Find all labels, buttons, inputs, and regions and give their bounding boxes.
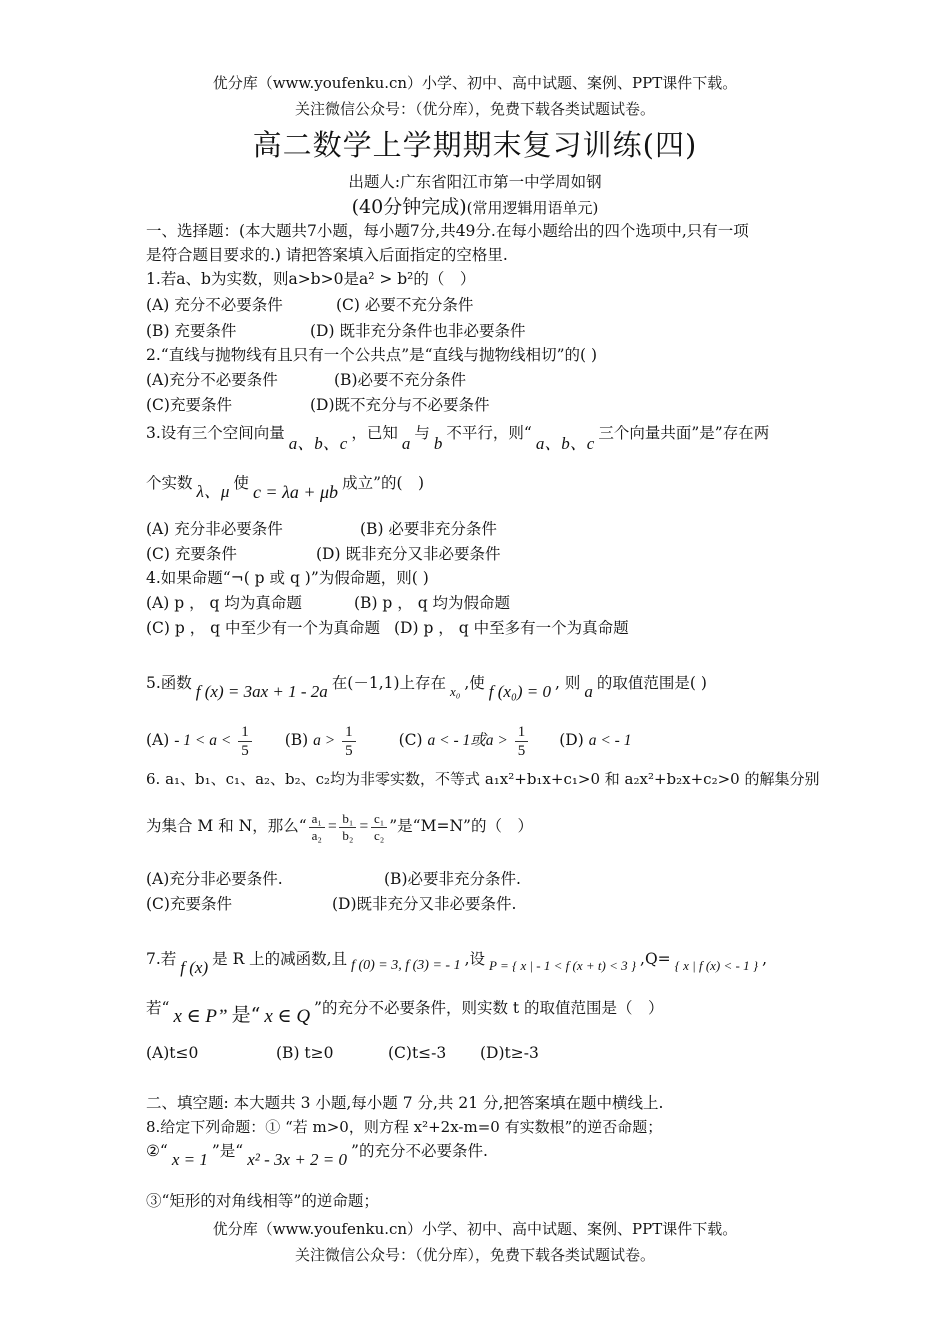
q7-x-in-p: x ∈ P” bbox=[173, 1006, 228, 1027]
q7-text-1: 7.若 bbox=[146, 950, 177, 968]
frac-den: b₂ bbox=[342, 827, 354, 843]
frac-num: 1 bbox=[238, 723, 252, 742]
frac-num: c₁ bbox=[371, 811, 387, 828]
q3-text-1: 3.设有三个空间向量 bbox=[146, 424, 285, 442]
subtitle-note: (常用逻辑用语单元) bbox=[466, 199, 599, 217]
q4-option-a: (A) p ， q 均为真命题 bbox=[146, 594, 302, 612]
q5-option-c bbox=[399, 720, 531, 761]
q1-option-a: (A) 充分不必要条件 bbox=[146, 296, 283, 314]
q5-option-d bbox=[559, 720, 631, 761]
q8-line-3: ③“矩形的对角线相等”的逆命题； bbox=[146, 1192, 379, 1210]
subtitle bbox=[0, 195, 950, 220]
q5-option-a bbox=[146, 720, 254, 761]
q7-line-1 bbox=[146, 948, 767, 977]
q6-line-2 bbox=[146, 806, 533, 847]
q6-line-1: 6. a₁、b₁、c₁、a₂、b₂、c₂均为非零实数，不等式 a₁x²+b₁x+c₁>0 和 a₂x²+b₂x+c₂>0 的解集分别 bbox=[146, 770, 820, 788]
q5-option-a-expr: - 1 < a < bbox=[174, 732, 232, 749]
section1-intro-2: 是符合题目要求的.) 请把答案填入后面指定的空格里. bbox=[146, 246, 508, 264]
q5-option-c-fraction bbox=[515, 723, 529, 760]
q3-text-6: 个实数 bbox=[146, 474, 193, 492]
q8-text-1: ②“ bbox=[146, 1142, 168, 1160]
q5-text-2: 在(－1,1)上存在 bbox=[331, 674, 447, 692]
q3-text-2: ，已知 bbox=[351, 424, 398, 442]
q5-x0: x₀ bbox=[450, 684, 461, 699]
q3-vectors-1: a、b、c bbox=[288, 434, 348, 453]
q5-option-a-fraction bbox=[238, 723, 252, 760]
q7-text-4: ,Q= bbox=[640, 950, 671, 968]
q2-stem: 2.“直线与抛物线有且只有一个公共点”是“直线与抛物线相切”的( ) bbox=[146, 346, 598, 364]
q5-text-4: , 则 bbox=[555, 674, 581, 692]
q2-option-d: (D)既不充分与不必要条件 bbox=[310, 396, 490, 414]
q3-lambda-mu: λ、μ bbox=[196, 482, 230, 501]
q7-set-q: { x | f (x) < - 1 } bbox=[674, 958, 759, 973]
q6-option-a: (A)充分非必要条件. bbox=[146, 870, 283, 888]
q3-equation: c = λa + μb bbox=[252, 482, 339, 502]
frac-den: c₂ bbox=[373, 827, 385, 843]
q4-option-c: (C) p ， q 中至少有一个为真命题 bbox=[146, 619, 381, 637]
q6-option-c: (C)充要条件 bbox=[146, 895, 232, 913]
frac-den: 5 bbox=[241, 742, 249, 759]
q8-x-equals-1: x = 1 bbox=[171, 1150, 208, 1169]
q3-line-1 bbox=[146, 422, 770, 453]
q1-option-d: (D) 既非充分条件也非必要条件 bbox=[310, 322, 526, 340]
q8-line-2 bbox=[146, 1140, 488, 1169]
q5-option-b-expr: a > bbox=[313, 732, 336, 749]
section2-intro: 二、填空题: 本大题共 3 小题,每小题 7 分,共 21 分,把答案填在题中横线上. bbox=[146, 1094, 664, 1112]
q3-option-c: (C) 充要条件 bbox=[146, 545, 237, 563]
q2-option-c: (C)充要条件 bbox=[146, 396, 232, 414]
q7-text-6: 若“ bbox=[146, 999, 170, 1017]
q1-option-c: (C) 必要不充分条件 bbox=[336, 296, 474, 314]
q7-option-c: (C)t≤-3 bbox=[388, 1044, 447, 1062]
footer-line-1: 优分库（www.youfenku.cn）小学、初中、高中试题、案例、PPT课件下载。 bbox=[212, 1220, 738, 1238]
q6-option-d: (D)既非充分又非必要条件. bbox=[332, 895, 517, 913]
subtitle-main: (40分钟完成) bbox=[351, 196, 467, 218]
q6-option-b: (B)必要非充分条件. bbox=[384, 870, 521, 888]
q5-option-c-expr: a < - 1或a > bbox=[427, 732, 508, 749]
frac-den: 5 bbox=[345, 742, 353, 759]
section1-intro-1: 一、选择题：(本大题共7小题，每小题7分,共49分.在每小题给出的四个选项中,只有一项 bbox=[146, 222, 749, 240]
q6-equals-2: = bbox=[358, 818, 369, 835]
q5-options bbox=[146, 720, 631, 761]
q4-option-d: (D) p ， q 中至多有一个为真命题 bbox=[394, 619, 629, 637]
q8-quadratic: x² - 3x + 2 = 0 bbox=[247, 1150, 348, 1169]
footer-line-2: 关注微信公众号：（优分库），免费下载各类试题试卷。 bbox=[294, 1246, 655, 1264]
q7-x-in-q: x ∈ Q bbox=[264, 1006, 311, 1027]
q4-stem: 4.如果命题“¬( p 或 q )”为假命题，则( ) bbox=[146, 569, 429, 587]
q3-text-3: 与 bbox=[414, 424, 430, 442]
frac-num: 1 bbox=[342, 723, 356, 742]
q6-fraction-b bbox=[339, 811, 356, 844]
q6-text-2: ”是“M=N”的（ ） bbox=[389, 817, 533, 835]
q3-option-b: (B) 必要非充分条件 bbox=[360, 520, 497, 538]
frac-den: a₂ bbox=[311, 827, 322, 843]
q7-condition: f (0) = 3, f (3) = - 1 bbox=[351, 958, 461, 973]
q7-text-3: ,设 bbox=[464, 950, 486, 968]
q3-vector-a: a bbox=[401, 434, 411, 453]
q3-vector-b: b bbox=[433, 434, 443, 453]
q7-option-a: (A)t≤0 bbox=[146, 1044, 199, 1062]
q5-option-b bbox=[285, 720, 358, 761]
q7-set-p: P = { x | - 1 < f (x + t) < 3 } bbox=[489, 958, 637, 973]
q3-line-2 bbox=[146, 472, 425, 502]
q5-stem bbox=[146, 672, 707, 701]
q2-option-a: (A)充分不必要条件 bbox=[146, 371, 278, 389]
q6-equals-1: = bbox=[326, 818, 338, 835]
author-line: 出题人:广东省阳江市第一中学周如钢 bbox=[348, 173, 602, 191]
q8-line-1: 8.给定下列命题：① “若 m>0，则方程 x²+2x-m=0 有实数根”的逆否命题； bbox=[146, 1118, 663, 1136]
q5-f-x0: f (x₀) = 0 bbox=[488, 682, 552, 701]
q5-option-b-fraction bbox=[342, 723, 356, 760]
q3-text-7: 使 bbox=[233, 474, 249, 492]
q5-option-a-label: (A) bbox=[146, 731, 170, 749]
q6-text-1: 为集合 M 和 N，那么“ bbox=[146, 817, 307, 835]
q7-text-2: 是 R 上的减函数,且 bbox=[212, 950, 348, 968]
header-line-1: 优分库（www.youfenku.cn）小学、初中、高中试题、案例、PPT课件下载。 bbox=[212, 74, 738, 92]
page-title: 高二数学上学期期末复习训练(四) bbox=[252, 128, 698, 162]
q5-option-d-label: (D) bbox=[559, 731, 584, 749]
frac-den: 5 bbox=[517, 742, 526, 759]
frac-num: a₁ bbox=[309, 811, 325, 828]
q1-stem: 1.若a、b为实数，则a>b>0是a² > b²的（ ） bbox=[146, 270, 476, 288]
q5-function: f (x) = 3ax + 1 - 2a bbox=[195, 682, 328, 701]
q8-text-3: ”的充分不必要条件. bbox=[351, 1142, 488, 1160]
q5-text-3: ,使 bbox=[464, 674, 485, 692]
q7-text-5: , bbox=[762, 950, 767, 968]
q4-option-b: (B) p ， q 均为假命题 bbox=[354, 594, 511, 612]
q5-a: a bbox=[584, 682, 593, 701]
frac-num: b₁ bbox=[339, 811, 356, 828]
q3-text-8: 成立”的( ) bbox=[342, 474, 425, 492]
q7-option-b: (B) t≥0 bbox=[276, 1044, 334, 1062]
q2-option-b: (B)必要不充分条件 bbox=[334, 371, 466, 389]
q3-option-d: (D) 既非充分又非必要条件 bbox=[316, 545, 501, 563]
q3-text-4: 不平行，则“ bbox=[446, 424, 532, 442]
q7-text-7: 是“ bbox=[231, 1004, 261, 1026]
q6-fraction-a bbox=[309, 811, 325, 844]
q7-fx: f (x) bbox=[180, 958, 209, 977]
q3-vectors-2: a、b、c bbox=[535, 434, 595, 453]
q5-text-5: 的取值范围是( ) bbox=[596, 674, 707, 692]
q6-fraction-c bbox=[371, 811, 387, 844]
q5-option-b-label: (B) bbox=[284, 731, 309, 749]
q3-text-5: 三个向量共面”是”存在两 bbox=[598, 424, 770, 442]
q1-option-b: (B) 充要条件 bbox=[146, 322, 237, 340]
header-line-2: 关注微信公众号：（优分库），免费下载各类试题试卷。 bbox=[294, 100, 655, 118]
q7-line-2 bbox=[146, 996, 664, 1027]
frac-num: 1 bbox=[515, 723, 529, 742]
q5-text-1: 5.函数 bbox=[146, 674, 192, 692]
q8-text-2: ”是“ bbox=[211, 1142, 244, 1160]
q3-option-a: (A) 充分非必要条件 bbox=[146, 520, 283, 538]
q5-option-d-expr: a < - 1 bbox=[588, 732, 632, 749]
q7-text-8: ”的充分不必要条件，则实数 t 的取值范围是（ ） bbox=[314, 999, 664, 1017]
q7-option-d: (D)t≥-3 bbox=[480, 1044, 539, 1062]
q5-option-c-label: (C) bbox=[398, 731, 423, 749]
